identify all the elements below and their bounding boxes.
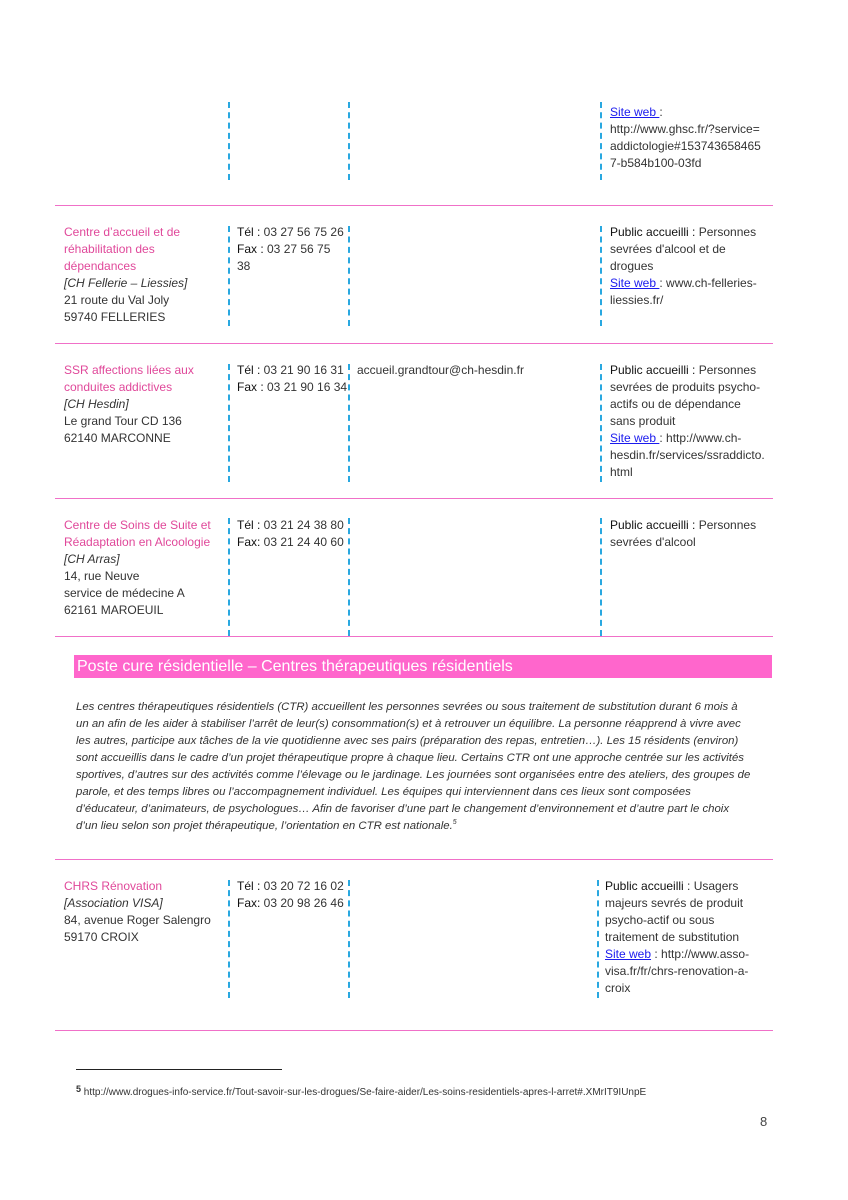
structure-name: CHRS Rénovation xyxy=(64,879,163,893)
organization: [CH Fellerie – Liessies] xyxy=(64,276,188,290)
tel-value: 03 21 24 38 80 xyxy=(260,518,344,532)
tel-value: 03 21 90 16 31 xyxy=(260,363,344,377)
structure-name: SSR affections liées aux xyxy=(64,363,194,377)
structure-name: Centre d’accueil et de xyxy=(64,225,181,239)
structure-name: dépendances xyxy=(64,259,137,273)
web-text: http://www.ghsc.fr/?service= xyxy=(610,122,760,136)
fax-value: 38 xyxy=(237,259,251,273)
public-label: Public accueilli : xyxy=(610,518,696,532)
tel-value: 03 20 72 16 02 xyxy=(260,879,344,893)
public-text: Personnes xyxy=(695,363,757,377)
web-text: 7-b584b100-03fd xyxy=(610,156,702,170)
structure-name: conduites addictives xyxy=(64,380,173,394)
organization: [CH Hesdin] xyxy=(64,397,129,411)
web-text: hesdin.fr/services/ssraddicto. xyxy=(610,448,765,462)
footnote-number: 5 xyxy=(76,1084,82,1094)
structure-cell xyxy=(64,362,194,447)
column-divider xyxy=(348,226,350,326)
column-divider xyxy=(228,364,230,482)
web-text: liessies.fr/ xyxy=(610,293,664,307)
public-label: Public accueilli : xyxy=(610,363,696,377)
contact-cell xyxy=(237,224,344,275)
public-text: Personnes xyxy=(695,225,757,239)
tel-label: Tél : xyxy=(237,518,261,532)
paragraph-line: un an afin de les aider à stabiliser l’arrêt de leur(s) consommation(s) et à retrouver un équilibre. La personne réapprend à vivre avec xyxy=(76,718,741,730)
footnote-rule xyxy=(76,1069,282,1070)
fax-label: Fax : xyxy=(237,380,264,394)
section-title: Poste cure résidentielle – Centres thérapeutiques résidentiels xyxy=(74,655,772,678)
column-divider xyxy=(228,880,230,998)
column-divider xyxy=(348,880,350,998)
paragraph-line: les autres, participe aux tâches de la vie quotidienne avec ses pairs (préparation des repas, entretien…). Les 15 résidents (environ) xyxy=(76,735,739,747)
column-divider xyxy=(348,364,350,482)
public-text: sevrées d'alcool et de xyxy=(610,242,726,256)
site-web-link[interactable]: Site web xyxy=(605,947,652,961)
address-line: 14, rue Neuve xyxy=(64,569,140,583)
public-cell xyxy=(610,224,757,309)
structure-name: Centre de Soins de Suite et xyxy=(64,518,211,532)
public-text: actifs ou de dépendance xyxy=(610,397,741,411)
page-number: 8 xyxy=(760,1114,768,1129)
footnote-url[interactable]: http://www.drogues-info-service.fr/Tout-savoir-sur-les-drogues/Se-faire-aider/Les-soins-residentiels-apres-l-arret#.XMrIT9IUnpE xyxy=(81,1087,647,1098)
web-text: croix xyxy=(605,981,631,995)
paragraph-line: d’éducateur, d’animateurs, de psychologues… Afin de favoriser d’une part le changement d’environnement et d’autre part le choix xyxy=(76,803,730,815)
tel-label: Tél : xyxy=(237,363,261,377)
address-line: 62140 MARCONNE xyxy=(64,431,171,445)
fax-label: Fax : xyxy=(237,242,264,256)
column-divider xyxy=(600,102,602,180)
row-separator xyxy=(55,205,773,206)
public-text: Personnes xyxy=(695,518,757,532)
structure-name: Réadaptation en Alcoologie xyxy=(64,535,211,549)
public-label: Public accueilli xyxy=(605,879,684,893)
tel-label: Tél : xyxy=(237,879,261,893)
public-text: majeurs sevrés de produit xyxy=(605,896,744,910)
address-line: 59170 CROIX xyxy=(64,930,139,944)
paragraph-line: parole, et des temps libres ou l’accompagnement individuel. Les équipes qui interviennent dans ces lieux sont composées xyxy=(76,786,691,798)
structure-cell xyxy=(64,878,211,946)
row-separator xyxy=(55,1030,773,1031)
web-cell xyxy=(610,104,761,172)
column-divider xyxy=(228,102,230,180)
tel-value: 03 27 56 75 26 xyxy=(260,225,344,239)
public-cell xyxy=(610,362,765,481)
column-divider xyxy=(348,518,350,636)
web-text: visa.fr/fr/chrs-renovation-a- xyxy=(605,964,749,978)
fax-value: 03 21 90 16 34 xyxy=(263,380,348,394)
row-separator xyxy=(55,636,773,637)
web-text: : http://www.asso- xyxy=(651,947,750,961)
column-divider xyxy=(600,518,602,636)
structure-cell xyxy=(64,517,211,619)
public-text: traitement de substitution xyxy=(605,930,740,944)
fax-label: Fax: xyxy=(237,535,261,549)
column-divider xyxy=(600,364,602,482)
public-label: Public accueilli : xyxy=(610,225,696,239)
public-text: sevrées de produits psycho- xyxy=(610,380,761,394)
section-paragraph xyxy=(76,699,776,835)
site-web-link[interactable]: Site web xyxy=(610,276,660,290)
paragraph-line: d’un lieu selon son projet thérapeutique, l’orientation en CTR est nationale. xyxy=(76,820,453,832)
column-divider xyxy=(228,518,230,636)
public-cell xyxy=(605,878,749,997)
footnote xyxy=(76,1081,646,1101)
public-text: : Usagers xyxy=(683,879,739,893)
paragraph-line: sportives, d’autres sur des activités comme l’élevage ou le jardinage. Les journées sont organisées entre des ateliers, des groupes de xyxy=(76,769,751,781)
web-text: addictologie#153743658465 xyxy=(610,139,761,153)
column-divider xyxy=(597,880,599,998)
public-text: sans produit xyxy=(610,414,676,428)
address-line: service de médecine A xyxy=(64,586,185,600)
row-separator xyxy=(55,498,773,499)
column-divider xyxy=(600,226,602,326)
address-line: 62161 MAROEUIL xyxy=(64,603,164,617)
fax-value: 03 20 98 26 46 xyxy=(260,896,344,910)
address-line: 21 route du Val Joly xyxy=(64,293,170,307)
paragraph-line: Les centres thérapeutiques résidentiels (CTR) accueillent les personnes sevrées ou sous traitement de substitution durant 6 mois à xyxy=(76,701,738,713)
row-separator xyxy=(55,343,773,344)
contact-cell xyxy=(237,517,344,551)
email-cell xyxy=(357,362,524,379)
contact-cell xyxy=(237,878,344,912)
organization: [CH Arras] xyxy=(64,552,120,566)
site-web-link[interactable]: Site web xyxy=(610,105,660,119)
column-divider xyxy=(228,226,230,326)
address-line: 84, avenue Roger Salengro xyxy=(64,913,211,927)
email-address[interactable]: accueil.grandtour@ch-hesdin.fr xyxy=(357,363,524,377)
site-web-link[interactable]: Site web xyxy=(610,431,660,445)
public-text: sevrées d'alcool xyxy=(610,535,696,549)
tel-label: Tél : xyxy=(237,225,261,239)
fax-value: 03 27 56 75 xyxy=(263,242,331,256)
web-text: : www.ch-felleries- xyxy=(659,276,757,290)
public-text: psycho-actif ou sous xyxy=(605,913,715,927)
fax-value: 03 21 24 40 60 xyxy=(260,535,344,549)
column-divider xyxy=(348,102,350,180)
structure-cell xyxy=(64,224,187,326)
address-line: 59740 FELLERIES xyxy=(64,310,166,324)
paragraph-line: sont accueillis dans le cadre d’un projet thérapeutique propre à chaque lieu. Certains CTR ont une approche centrée sur les activités xyxy=(76,752,745,764)
structure-name: réhabilitation des xyxy=(64,242,155,256)
web-text: : http://www.ch- xyxy=(659,431,742,445)
public-text: drogues xyxy=(610,259,654,273)
fax-label: Fax: xyxy=(237,896,261,910)
footnote-ref[interactable]: 5 xyxy=(452,819,457,827)
organization: [Association VISA] xyxy=(64,896,163,910)
row-separator xyxy=(55,859,773,860)
address-line: Le grand Tour CD 136 xyxy=(64,414,182,428)
public-cell xyxy=(610,517,756,551)
contact-cell xyxy=(237,362,347,396)
web-text: : xyxy=(659,105,663,119)
web-text: html xyxy=(610,465,633,479)
